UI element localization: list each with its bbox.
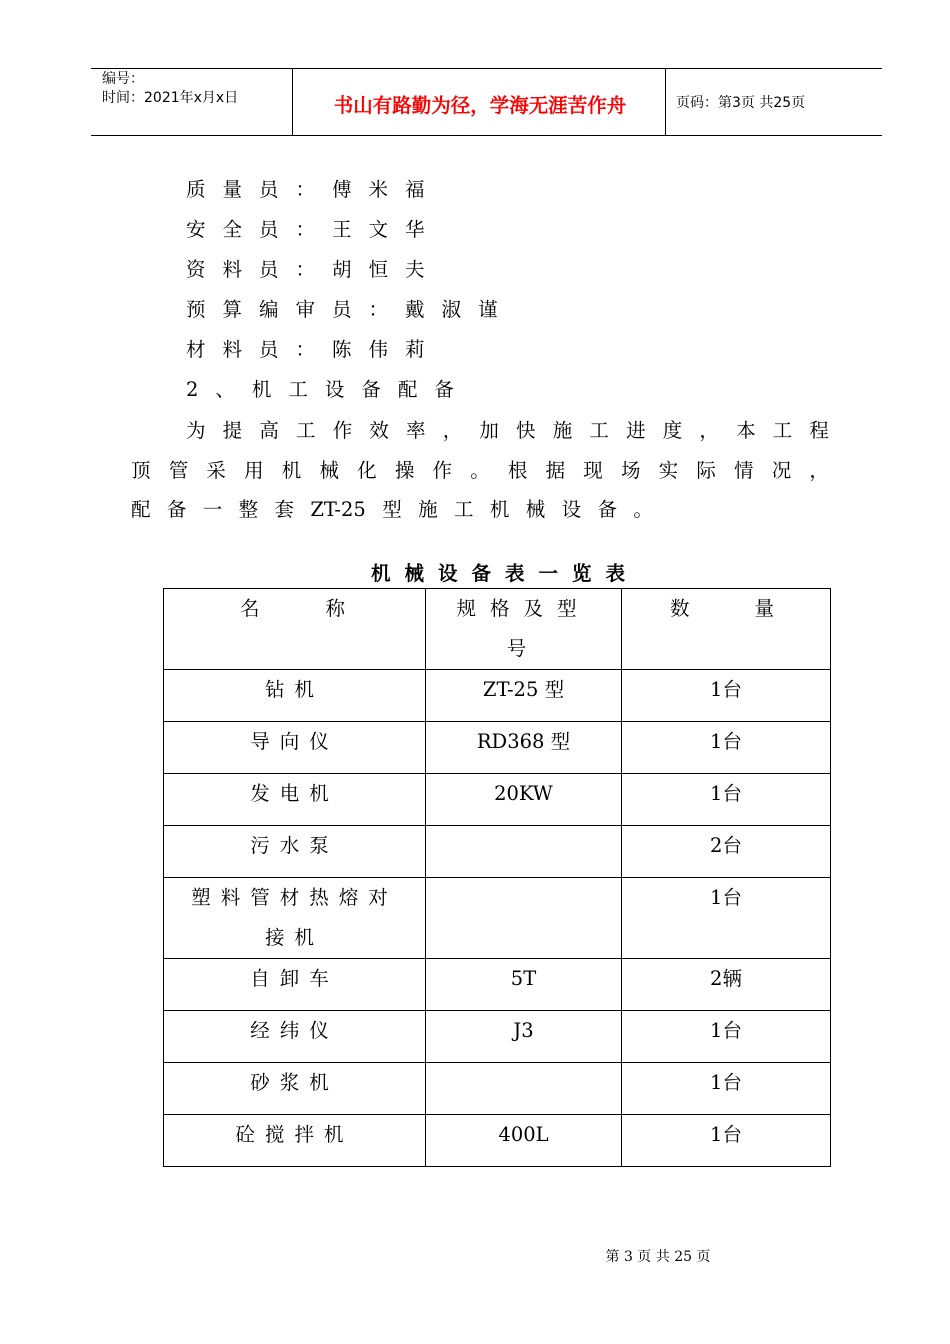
paragraph-char: 顶 [131, 459, 151, 482]
row-qty-text: 1台 [710, 1071, 742, 1094]
paragraph-char: 化 [357, 459, 377, 482]
row-qty [622, 1011, 831, 1063]
paragraph-char: 快 [516, 419, 536, 442]
paragraph-line-1 [186, 419, 829, 443]
row-qty [622, 774, 831, 826]
paragraph-char: 场 [620, 459, 641, 482]
staff-safety: 安全员：王文华 [186, 218, 442, 241]
row-spec-text: 5T [510, 967, 537, 990]
header-divider [292, 68, 293, 136]
paragraph-char: 机 [281, 459, 302, 482]
row-spec [426, 878, 622, 959]
paragraph-char: 工 [453, 498, 474, 521]
row-qty [622, 959, 831, 1011]
table-row [164, 722, 831, 774]
row-name-text: 污水泵 [250, 834, 339, 857]
header-name [164, 589, 426, 670]
row-name [164, 722, 426, 774]
paragraph-char: 实 [658, 459, 679, 482]
header-qty-b: 量 [754, 597, 774, 620]
paragraph-char: 一 [202, 498, 223, 521]
paragraph-char: 提 [222, 419, 243, 442]
paragraph-char: 作 [432, 459, 453, 482]
row-qty-text: 2台 [710, 834, 742, 857]
paragraph-char: 况 [771, 459, 792, 482]
paragraph-char: ZT-25 [310, 498, 366, 521]
row-qty [622, 826, 831, 878]
header-spec [426, 589, 622, 670]
row-name [164, 1115, 426, 1167]
section-heading: 2、机工设备配备 [186, 378, 471, 401]
row-qty-text: 1台 [710, 730, 742, 753]
header-qty [622, 589, 831, 670]
row-name-text: 发电机 [250, 782, 339, 805]
table-row [164, 670, 831, 722]
row-qty [622, 878, 831, 959]
row-spec [426, 959, 622, 1011]
header-page-info: 页码：第3页 共25页 [676, 95, 806, 111]
paragraph-char: 套 [274, 498, 295, 521]
paragraph-char: 管 [168, 459, 189, 482]
row-qty-text: 1台 [710, 782, 742, 805]
table-row [164, 1011, 831, 1063]
paragraph-char: 为 [186, 419, 206, 442]
staff-quality: 质量员：傅米福 [186, 178, 442, 201]
paragraph-char: 用 [244, 459, 264, 482]
paragraph-char: 配 [131, 498, 151, 521]
row-name-text: 自卸车 [250, 967, 339, 990]
paragraph-char: 施 [552, 419, 573, 442]
row-spec-text: ZT-25 型 [482, 678, 565, 701]
row-name [164, 878, 426, 959]
row-qty [622, 722, 831, 774]
row-qty-text: 1台 [710, 678, 742, 701]
row-name [164, 826, 426, 878]
header-meta [102, 70, 238, 108]
header-spec-label: 规格及型号 [456, 597, 591, 660]
row-name-text: 砼搅拌机 [235, 1123, 354, 1146]
page-footer: 第 3 页 共 25 页 [605, 1249, 711, 1265]
row-spec-text: J3 [513, 1019, 534, 1042]
row-spec-text: 400L [498, 1123, 549, 1146]
row-spec [426, 670, 622, 722]
paragraph-char: 根 [507, 459, 528, 482]
paragraph-char: 工 [772, 419, 793, 442]
paragraph-char: 现 [583, 459, 603, 482]
paragraph-char: 施 [418, 498, 438, 521]
paragraph-char: 率 [406, 419, 426, 442]
staff-records: 资料员：胡恒夫 [186, 258, 442, 281]
paragraph-char: 程 [809, 419, 829, 442]
row-name-text: 塑料管材热熔对接机 [191, 886, 398, 949]
table-row [164, 878, 831, 959]
row-qty [622, 1115, 831, 1167]
paragraph-char: 作 [332, 419, 353, 442]
paragraph-char: 备 [166, 498, 187, 521]
paragraph-char: ， [442, 419, 463, 442]
paragraph-char: 。 [470, 459, 490, 482]
row-name-text: 导向仪 [250, 730, 339, 753]
header-name-b: 称 [325, 597, 345, 620]
header-motto: 书山有路勤为径，学海无涯苦作舟 [333, 94, 627, 117]
equipment-table [163, 588, 831, 1167]
row-spec [426, 774, 622, 826]
paragraph-char: 备 [597, 498, 617, 521]
paragraph-char: 设 [561, 498, 582, 521]
row-qty-text: 2辆 [710, 967, 742, 990]
row-name-text: 经纬仪 [250, 1019, 339, 1042]
paragraph-char: 进 [626, 419, 646, 442]
row-spec [426, 1115, 622, 1167]
staff-budget: 预算编审员：戴淑谨 [186, 298, 515, 321]
row-qty-text: 1台 [710, 1019, 742, 1042]
header-bottom-rule [91, 135, 882, 136]
row-qty [622, 670, 831, 722]
paragraph-char: 工 [296, 419, 316, 442]
paragraph-char: 械 [319, 459, 339, 482]
paragraph-char: 机 [489, 498, 510, 521]
row-name-text: 钻机 [264, 678, 324, 701]
paragraph-char: 采 [206, 459, 226, 482]
row-spec [426, 1063, 622, 1115]
row-name [164, 1011, 426, 1063]
row-spec [426, 1011, 622, 1063]
paragraph-char: 高 [259, 419, 279, 442]
paragraph-char: 本 [736, 419, 756, 442]
paragraph-char: 工 [589, 419, 609, 442]
paragraph-char: 械 [525, 498, 546, 521]
staff-materials: 材料员：陈伟莉 [186, 338, 442, 361]
paragraph-char: 型 [382, 498, 402, 521]
table-header-row [164, 589, 831, 670]
header-name-a: 名 [240, 597, 260, 620]
header-top-rule [91, 68, 882, 69]
row-qty-text: 1台 [710, 1123, 742, 1146]
table-row [164, 826, 831, 878]
row-spec [426, 826, 622, 878]
table-row [164, 1063, 831, 1115]
time-label: 时间：2021年x月x日 [102, 90, 239, 106]
number-label: 编号： [102, 71, 144, 87]
header-qty-a: 数 [670, 597, 690, 620]
row-spec-text: 20KW [494, 782, 553, 805]
row-name [164, 1063, 426, 1115]
table-row [164, 959, 831, 1011]
row-qty [622, 1063, 831, 1115]
paragraph-char: 据 [545, 459, 566, 482]
paragraph-char: 整 [238, 498, 259, 521]
row-qty-text: 1台 [710, 886, 742, 909]
paragraph-char: 。 [633, 498, 653, 521]
paragraph-char: ， [699, 419, 719, 442]
table-row [164, 1115, 831, 1167]
table-row [164, 774, 831, 826]
paragraph-line-2 [131, 459, 829, 483]
table-title: 机械设备表一览表 [370, 562, 639, 585]
row-name [164, 959, 426, 1011]
paragraph-char: 效 [369, 419, 389, 442]
paragraph-char: 度 [662, 419, 683, 442]
paragraph-char: 操 [394, 459, 415, 482]
paragraph-char: ， [809, 459, 829, 482]
row-spec-text: RD368 型 [476, 730, 571, 753]
row-name [164, 670, 426, 722]
row-spec [426, 722, 622, 774]
paragraph-char: 际 [696, 459, 716, 482]
row-name-text: 砂浆机 [250, 1071, 339, 1094]
paragraph-char: 情 [734, 459, 754, 482]
row-name [164, 774, 426, 826]
paragraph-line-3 [131, 498, 653, 522]
paragraph-char: 加 [479, 419, 499, 442]
